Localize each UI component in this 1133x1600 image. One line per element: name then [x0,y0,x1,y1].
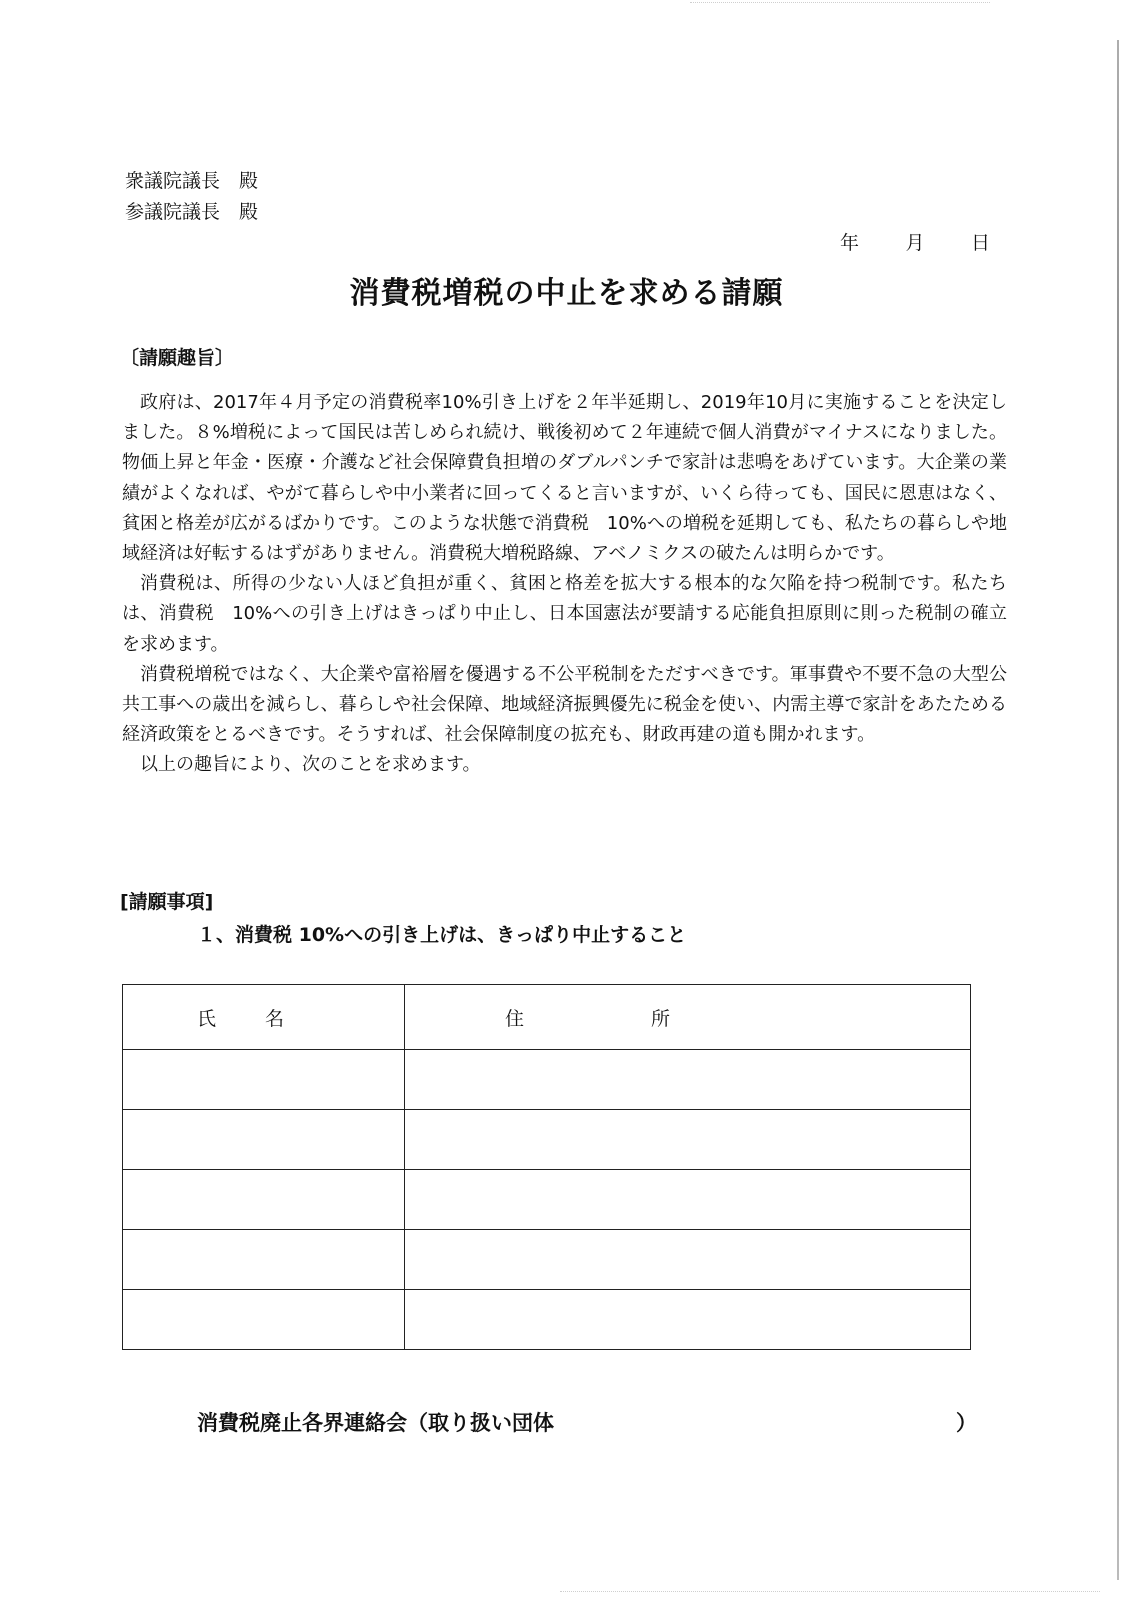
closing-paren: ） [956,1411,977,1435]
name-cell[interactable] [123,1230,405,1290]
paragraph-4: 以上の趣旨により、次のことを求めます。 [140,754,481,776]
name-cell[interactable] [123,1110,405,1170]
name-column-header [123,985,405,1050]
paragraph-1: 政府は、2017年４月予定の消費税率10%引き上げを２年半延期し、2019年10月に実施することを決定しました。８%増税によって国民は苦しめられ続け、戦後初めて２年連続で個人消費がマイナスになりました。物価上昇と年金・医療・介護など社会保障費負担増のダブルパンチで家計は悲鳴をあげています。大企業の業績がよくなれば、やがて暮らしや中小業者に回ってくると言いますが、いくら待っても、国民に恩恵はなく、貧困と格差が広がるばかりです。このような状態で消費税 10%への増税を延期しても、私たちの暮らしや地域経済は好転するはずがありません。消費税大増税路線、アベノミクスの破たんは明らかです。 [122,392,1007,565]
date-year: 年 [840,232,860,254]
date-line [840,228,990,255]
date-month: 月 [905,232,925,254]
signature-row [123,1050,971,1110]
address-column-header [405,985,971,1050]
scan-bottom-noise [560,1585,1100,1592]
signature-table [122,984,971,1350]
signature-row [123,1110,971,1170]
addressee-upper-house: 参議院議長 殿 [125,201,259,223]
name-cell[interactable] [123,1290,405,1350]
name-cell[interactable] [123,1050,405,1110]
paragraph-2: 消費税は、所得の少ない人ほど負担が重く、貧困と格差を拡大する根本的な欠陥を持つ税制です。私たちは、消費税 10%への引き上げはきっぱり中止し、日本国憲法が要請する応能負担原則に則った税制の確立を求めます。 [122,573,1007,655]
scan-top-noise [690,2,990,9]
signature-row [123,1230,971,1290]
address-header-char-2: 所 [650,1007,670,1030]
paragraph-3: 消費税増税ではなく、大企業や富裕層を優遇する不公平税制をただすべきです。軍事費や不要不急の大型公共工事への歳出を減らし、暮らしや社会保障、地域経済振興優先に税金を使い、内需主導で家計をあたためる経済政策をとるべきです。そうすれば、社会保障制度の拡充も、財政再建の道も開かれます。 [122,663,1007,746]
address-cell[interactable] [405,1050,971,1110]
address-header-char-1: 住 [505,1007,525,1030]
addressees [125,166,258,228]
address-cell[interactable] [405,1110,971,1170]
document-title: 消費税増税の中止を求める請願 [349,276,784,311]
name-cell[interactable] [123,1170,405,1230]
addressee-lower-house: 衆議院議長 殿 [125,170,259,192]
signature-row [123,1290,971,1350]
purpose-heading: 〔請願趣旨〕 [120,347,235,369]
items-heading: [請願事項] [120,891,214,913]
signature-table-header [123,985,971,1050]
purpose-body [122,388,1007,781]
footer-organization [197,1407,977,1437]
address-cell[interactable] [405,1230,971,1290]
organization-name: 消費税廃止各界連絡会（取り扱い団体 [197,1411,554,1435]
name-header-char-2: 名 [264,1007,284,1030]
petition-item-1: １、消費税 10%への引き上げは、きっぱり中止すること [197,924,687,946]
name-header-char-1: 氏 [197,1007,217,1030]
address-cell[interactable] [405,1290,971,1350]
address-cell[interactable] [405,1170,971,1230]
signature-row [123,1170,971,1230]
date-day: 日 [970,232,990,254]
